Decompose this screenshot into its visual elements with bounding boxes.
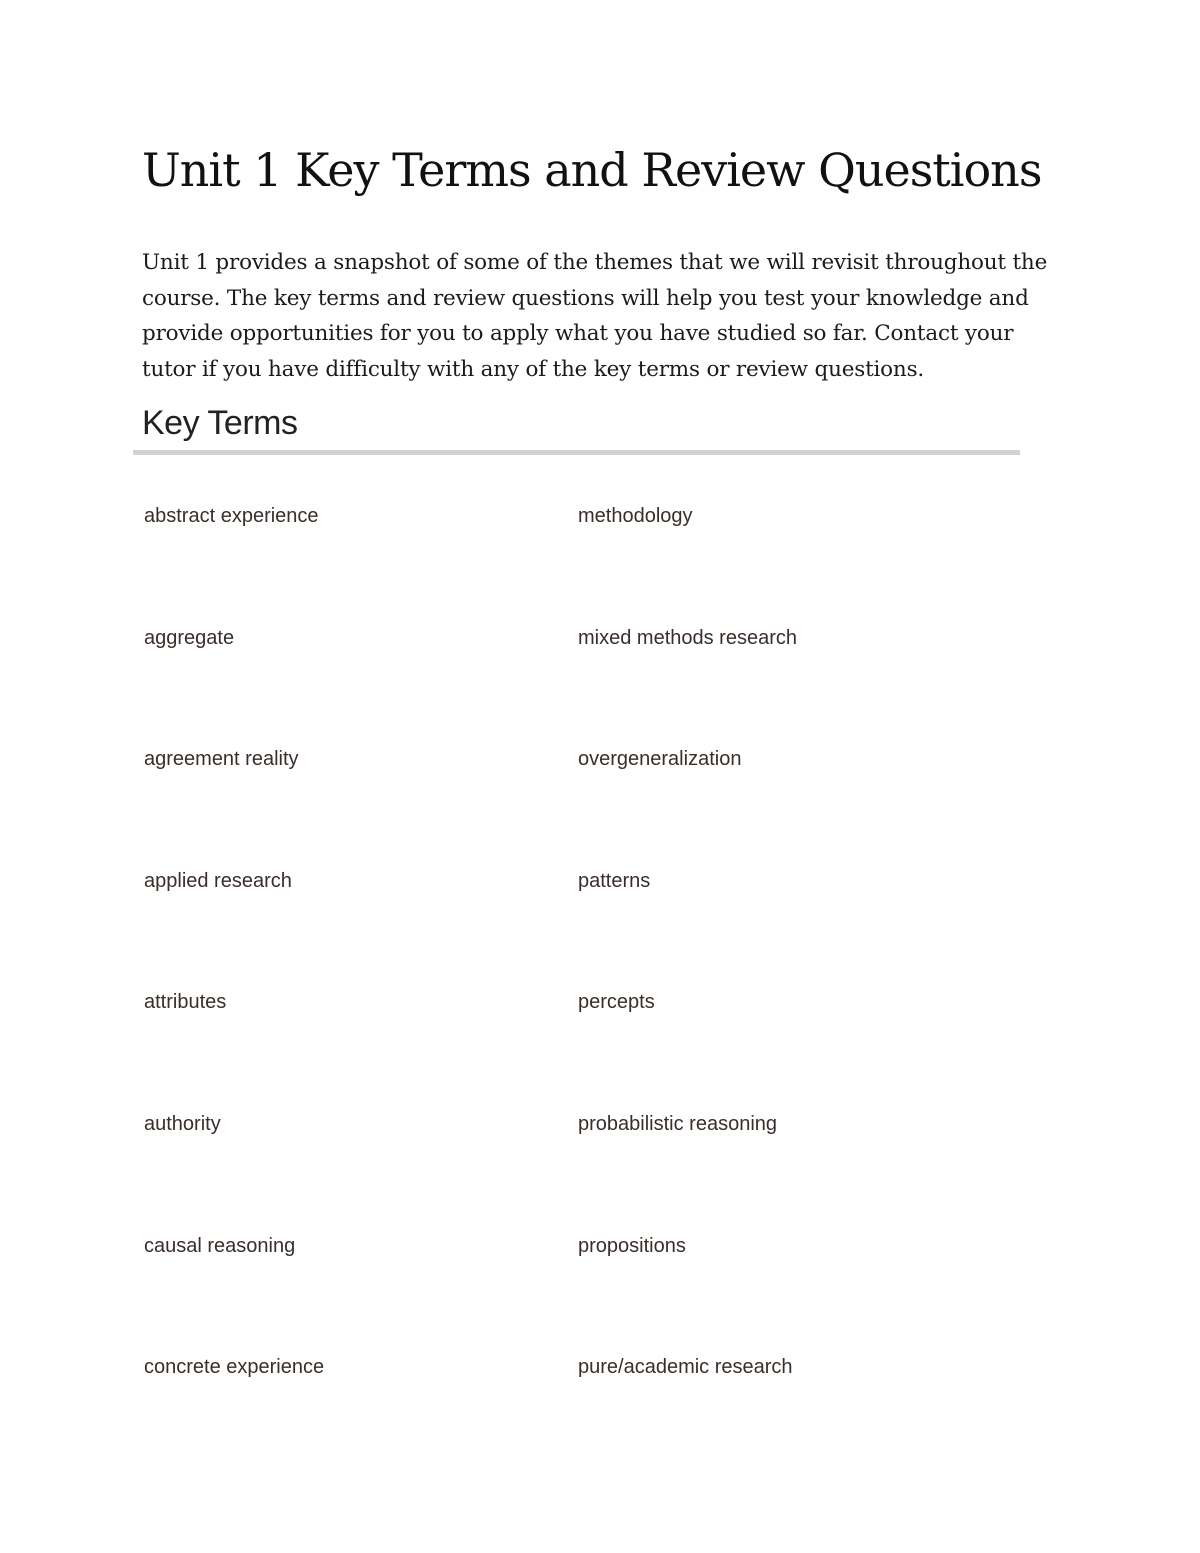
term-left: aggregate bbox=[144, 626, 235, 649]
term-row bbox=[144, 982, 1044, 1104]
term-right: mixed methods research bbox=[578, 626, 797, 649]
key-terms-heading: Key Terms bbox=[142, 404, 298, 442]
key-terms-grid bbox=[144, 496, 1044, 1469]
term-right: propositions bbox=[578, 1234, 686, 1257]
term-right: pure/academic research bbox=[578, 1356, 793, 1379]
term-right: percepts bbox=[578, 991, 655, 1014]
term-left: applied research bbox=[144, 869, 292, 892]
term-right: overgeneralization bbox=[578, 748, 742, 771]
term-right: probabilistic reasoning bbox=[578, 1112, 778, 1135]
term-left: concrete experience bbox=[144, 1356, 325, 1379]
term-left: authority bbox=[144, 1112, 221, 1135]
term-row bbox=[144, 618, 1044, 740]
term-left: causal reasoning bbox=[144, 1234, 296, 1257]
term-row bbox=[144, 1226, 1044, 1348]
document-title: Unit 1 Key Terms and Review Questions bbox=[142, 143, 1042, 197]
term-right: patterns bbox=[578, 869, 651, 892]
term-left: abstract experience bbox=[144, 505, 319, 527]
term-left: attributes bbox=[144, 991, 227, 1014]
term-left: agreement reality bbox=[144, 748, 299, 771]
term-right: methodology bbox=[578, 505, 693, 527]
intro-paragraph: Unit 1 provides a snapshot of some of the themes that we will revisit throughout the course. The key terms and review questions will help you test your knowledge and provide opportunities for you to apply what you have studied so far. Contact your tutor if you have difficulty with any of the key terms or review questions. bbox=[142, 250, 1048, 382]
term-row bbox=[144, 739, 1044, 861]
term-row bbox=[144, 861, 1044, 983]
term-row bbox=[144, 1104, 1044, 1226]
term-row bbox=[144, 1347, 1044, 1469]
term-row bbox=[144, 496, 1044, 618]
section-divider bbox=[133, 450, 1020, 455]
